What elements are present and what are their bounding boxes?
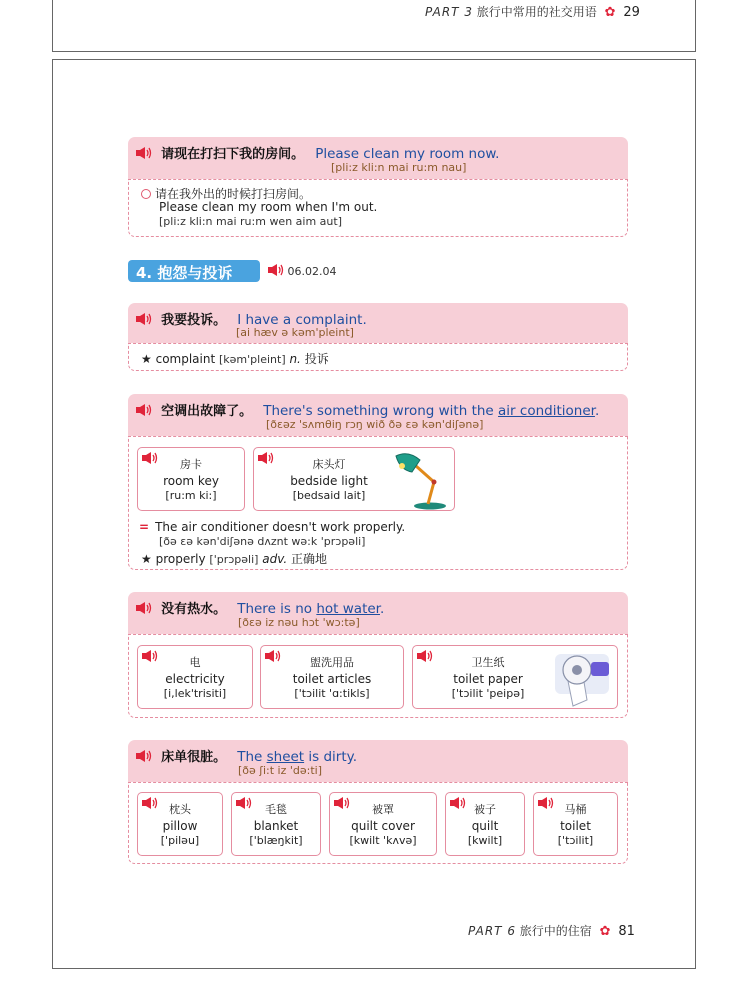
vocab-english: quilt bbox=[471, 819, 499, 833]
vocab-chinese: 房卡 bbox=[180, 458, 202, 471]
speaker-icon[interactable] bbox=[236, 797, 252, 809]
desk-lamp-icon bbox=[390, 450, 452, 510]
speaker-icon[interactable] bbox=[142, 797, 158, 809]
vocab-phonetic: ['tɔilit] bbox=[557, 834, 594, 847]
flower-icon: ✿ bbox=[604, 5, 616, 20]
top-header bbox=[425, 3, 640, 20]
vocab-card-pillow[interactable] bbox=[137, 792, 223, 856]
speaker-icon[interactable] bbox=[136, 313, 152, 325]
vocab-card-toilet-articles[interactable] bbox=[260, 645, 404, 709]
audio-track-number: 06.02.04 bbox=[287, 265, 337, 278]
note-pos: n. bbox=[289, 352, 301, 366]
card-header bbox=[128, 394, 628, 436]
phrase-phonetic: [ðə ʃi:t iz 'də:ti] bbox=[238, 764, 323, 777]
note-pos: adv. bbox=[262, 552, 288, 566]
vocab-card-quilt[interactable] bbox=[445, 792, 525, 856]
card-header bbox=[128, 740, 628, 782]
speaker-icon[interactable] bbox=[450, 797, 466, 809]
vocab-english: room key bbox=[163, 474, 219, 488]
top-header-part: PART 3 bbox=[425, 5, 473, 19]
vocab-card-toilet[interactable] bbox=[533, 792, 618, 856]
vocab-english: toilet paper bbox=[453, 672, 523, 686]
star-icon: ★ bbox=[141, 552, 152, 566]
vocab-card-quilt-cover[interactable] bbox=[329, 792, 437, 856]
phrase-english: Please clean my room now. bbox=[315, 146, 500, 162]
alt-english: The air conditioner doesn't work properly. bbox=[155, 520, 406, 534]
keyword-underlined: air conditioner bbox=[498, 403, 595, 419]
alt-chinese: 请在我外出的时候打扫房间。 bbox=[155, 187, 312, 201]
vocab-phonetic: [i,lek'trisiti] bbox=[163, 687, 227, 700]
note-phonetic: [kəm'pleint] bbox=[219, 353, 286, 366]
phrase-phonetic: [ai hæv ə kəm'pleint] bbox=[236, 326, 354, 339]
previous-page-fragment bbox=[52, 0, 696, 52]
vocab-english: toilet articles bbox=[292, 672, 372, 686]
vocab-card-toilet-paper[interactable] bbox=[412, 645, 618, 709]
phrase-card-complaint bbox=[128, 303, 628, 371]
phrase-english: I have a complaint. bbox=[237, 312, 367, 328]
note-meaning: 正确地 bbox=[291, 552, 328, 566]
alt-english: Please clean my room when I'm out. bbox=[159, 200, 378, 214]
note-word: properly bbox=[155, 552, 206, 566]
alt-phonetic: [ðə εə kən'diʃənə dʌznt wə:k 'prɔpəli] bbox=[159, 535, 366, 548]
vocab-phonetic: ['blæŋkit] bbox=[249, 834, 303, 847]
vocab-phonetic: [ru:m ki:] bbox=[165, 489, 217, 502]
phrase-english: The sheet is dirty. bbox=[237, 749, 357, 765]
vocab-chinese: 电 bbox=[189, 656, 201, 669]
note-word: complaint bbox=[155, 352, 216, 366]
vocab-english: blanket bbox=[253, 819, 299, 833]
star-icon: ★ bbox=[141, 352, 152, 366]
phrase-phonetic: [ðεə iz nəu hɔt 'wɔ:tə] bbox=[238, 616, 360, 629]
phrase-chinese: 我要投诉。 bbox=[161, 313, 227, 328]
vocab-chinese: 马桶 bbox=[564, 803, 587, 816]
vocab-phonetic: [bedsaid lait] bbox=[292, 489, 366, 502]
speaker-icon[interactable] bbox=[136, 750, 152, 762]
note-line bbox=[141, 350, 329, 367]
keyword-underlined: sheet bbox=[266, 749, 305, 765]
card-body bbox=[128, 343, 628, 371]
vocab-phonetic: ['tɔilit 'ɑ:tikls] bbox=[294, 687, 370, 700]
card-header bbox=[128, 592, 628, 634]
vocab-chinese: 被子 bbox=[474, 803, 496, 816]
vocab-chinese: 卫生纸 bbox=[471, 656, 505, 669]
vocab-chinese: 盥洗用品 bbox=[310, 656, 354, 669]
section-title: 4. 抱怨与投诉 bbox=[128, 260, 260, 282]
note-line bbox=[141, 550, 327, 567]
card-header bbox=[128, 137, 628, 179]
vocab-phonetic: [kwilt] bbox=[467, 834, 503, 847]
card-body bbox=[128, 179, 628, 237]
vocab-english: toilet bbox=[560, 819, 591, 833]
alt-line bbox=[139, 520, 405, 534]
vocab-chinese: 枕头 bbox=[169, 803, 191, 816]
phrase-chinese: 请现在打扫下我的房间。 bbox=[161, 147, 305, 162]
speaker-icon[interactable] bbox=[142, 452, 158, 464]
vocab-card-room-key[interactable] bbox=[137, 447, 245, 511]
speaker-icon[interactable] bbox=[136, 147, 152, 159]
speaker-icon[interactable] bbox=[136, 602, 152, 614]
phrase-english: There is no hot water. bbox=[237, 601, 385, 617]
speaker-icon[interactable] bbox=[136, 404, 152, 416]
keyword-underlined: hot water bbox=[316, 601, 380, 617]
vocab-phonetic: ['piləu] bbox=[160, 834, 200, 847]
phrase-chinese: 没有热水。 bbox=[161, 602, 227, 617]
footer-part: PART 6 bbox=[468, 924, 516, 938]
speaker-icon[interactable] bbox=[142, 650, 158, 662]
equals-icon: = bbox=[139, 520, 150, 534]
vocab-chinese: 毛毯 bbox=[265, 803, 287, 816]
vocab-english: bedside light bbox=[290, 474, 368, 488]
vocab-card-electricity[interactable] bbox=[137, 645, 253, 709]
vocab-card-blanket[interactable] bbox=[231, 792, 321, 856]
vocab-chinese: 被罩 bbox=[372, 803, 394, 816]
toilet-paper-icon bbox=[551, 648, 615, 708]
footer-title: 旅行中的住宿 bbox=[519, 924, 592, 938]
section-audio[interactable] bbox=[268, 264, 336, 278]
speaker-icon[interactable] bbox=[334, 797, 350, 809]
note-phonetic: ['prɔpəli] bbox=[209, 553, 259, 566]
top-header-title: 旅行中常用的社交用语 bbox=[476, 5, 597, 19]
card-header bbox=[128, 303, 628, 343]
vocab-phonetic: [kwilt 'kʌvə] bbox=[349, 834, 417, 847]
vocab-english: electricity bbox=[165, 672, 225, 686]
alt-phonetic: [pli:z kli:n mai ru:m wen aim aut] bbox=[159, 215, 342, 228]
speaker-icon[interactable] bbox=[538, 797, 554, 809]
vocab-chinese: 床头灯 bbox=[312, 458, 346, 471]
vocab-english: quilt cover bbox=[351, 819, 415, 833]
phrase-phonetic: [pli:z kli:n mai ru:m nau] bbox=[331, 161, 467, 174]
circle-icon bbox=[141, 189, 151, 199]
phrase-card-clean-room bbox=[128, 137, 628, 237]
vocab-english: pillow bbox=[162, 819, 198, 833]
vocab-phonetic: ['tɔilit 'peipə] bbox=[451, 687, 525, 700]
phrase-phonetic: [ðεəz 'sʌmθiŋ rɔŋ wið ðə εə kən'diʃənə] bbox=[266, 418, 484, 431]
phrase-chinese: 床单很脏。 bbox=[161, 750, 227, 765]
speaker-icon[interactable] bbox=[258, 452, 274, 464]
note-meaning: 投诉 bbox=[304, 352, 329, 366]
phrase-chinese: 空调出故障了。 bbox=[161, 404, 253, 419]
page-footer bbox=[468, 922, 635, 939]
vocab-card-bedside-light[interactable] bbox=[253, 447, 455, 511]
speaker-icon[interactable] bbox=[265, 650, 281, 662]
footer-page-number: 81 bbox=[618, 924, 635, 939]
speaker-icon[interactable] bbox=[268, 264, 284, 276]
phrase-english: There's something wrong with the air conditioner. bbox=[263, 403, 600, 419]
top-page-number: 29 bbox=[623, 5, 640, 20]
speaker-icon[interactable] bbox=[417, 650, 433, 662]
flower-icon: ✿ bbox=[599, 924, 611, 939]
